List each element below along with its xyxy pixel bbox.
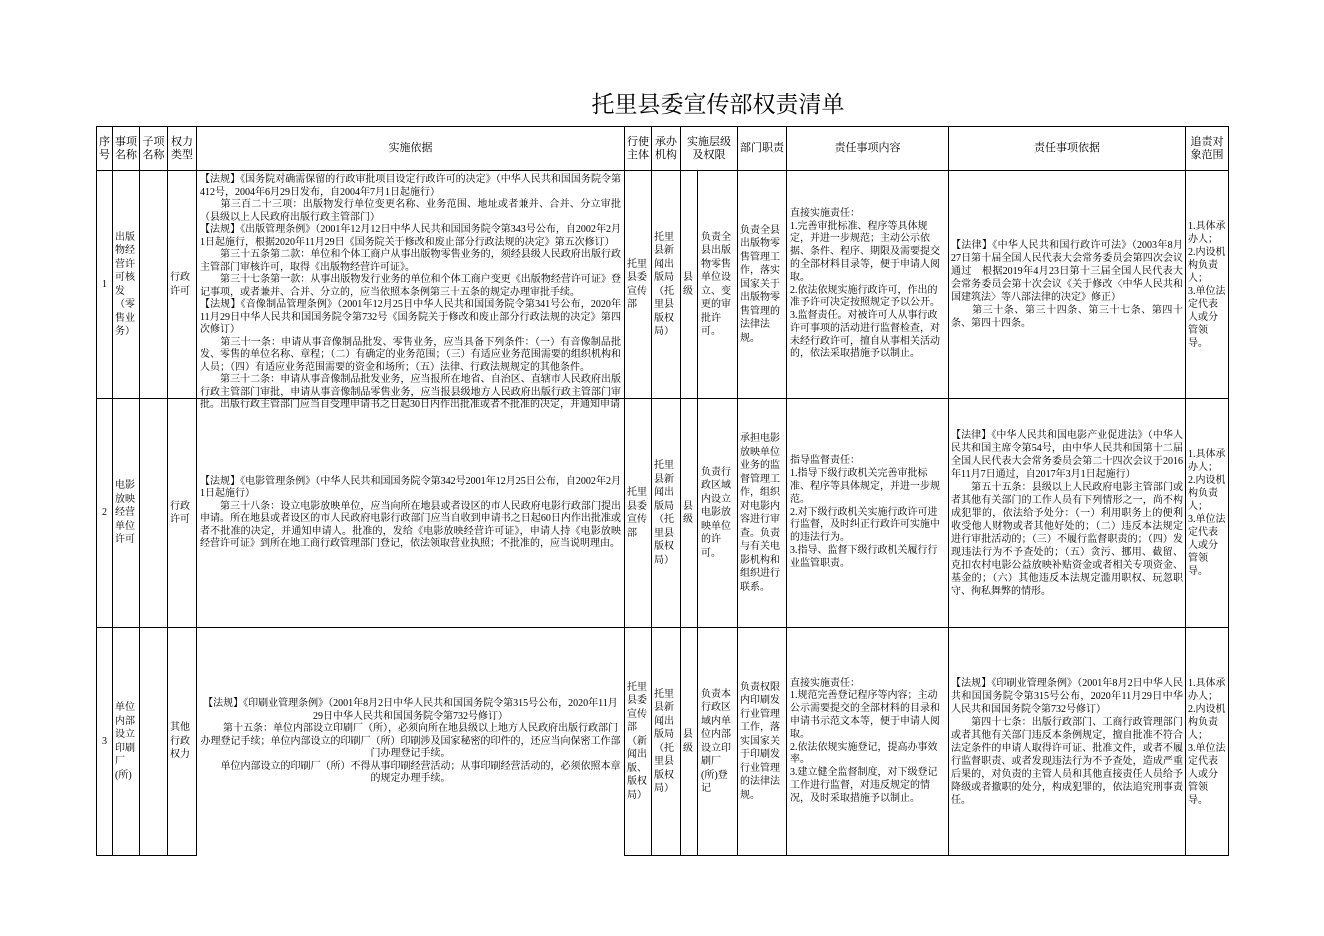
sub-item-name-cell (140, 628, 168, 856)
resp-content-cell: 直接实施责任： 1.完善审批标准、程序等具体规定，并进一步规范；主动公示依据、条件、程序、期限及需要提交的全部材料目录等，便于申请人阅取。 2.依法依规实施行政许可，作出的准予许可决定按照规定予以公开。 3.监督责任。对被许可人从事行政许可事项的活动进行监督检查，对未经行政许可，擅自从事相关活动的，依法采取措施予以制止。 (787, 171, 949, 399)
header-item-name: 事项名称 (113, 127, 140, 171)
resp-content-cell: 指导监督责任： 1.指导下级行政机关完善审批标准、程序等具体规定，并进一步规范。 2.对下级行政机关实施行政许可进行监督，及时纠正行政许可实施中的违法行为。 3.指导、监督下级行政机关履行行业监管职责。 (787, 399, 949, 628)
level-cell: 县级 (681, 399, 698, 628)
resp-basis-cell: 【法律】《中华人民共和国电影产业促进法》（中华人民共和国主席令第54号，由中华人民共和国第十二届全国人民代表大会常务委员会第二十四次会议于2016年11月7日通过，自2017年3月1日起施行） 第五十五条：县级以上人民政府电影主管部门或者其他有关部门的工作人员有下列情形之一，尚不构成犯罪的，依法给予处分：（一）利用职务上的便利收受他人财物或者其他好处的；（二）违反本法规定进行审批活动的；（三）不履行监督职责的；（四）发现违法行为不予查处的；（五）贪污、挪用、截留、克扣农村电影公益放映补贴资金或者相关专项资金、基金的；（六）其他违反本法规定滥用职权、玩忽职守、徇私舞弊的情形。 (949, 399, 1186, 628)
item-name-cell: 出版物经营许可核发（零售业务） (113, 171, 140, 399)
seq-cell: 1 (97, 171, 113, 399)
header-seq: 序号 (97, 127, 113, 171)
subject-cell: 托里县委宣传部 (625, 171, 652, 399)
power-type-cell: 行政许可 (168, 171, 197, 399)
level-cell: 县级 (681, 628, 698, 856)
basis-cell: 【法规】《电影管理条例》（中华人民共和国国务院令第342号2001年12月25日公布，自2002年2月1日起施行） 第三十八条：设立电影放映单位，应当向所在地县或者设区的市人民政府电影行政部门提出申请。所在地县或者设区的市人民政府电影行政部门应当自收到申请书之日起60日内作出批准或者不批准的决定，并通知申请人。批准的，发给《电影放映经营许可证》，申请人持《电影放映经营许可证》到所在地工商行政管理部门登记，依法领取营业执照；不批准的，应当说明理由。 (197, 399, 625, 628)
header-level-authority: 实施层级及权限 (681, 127, 738, 171)
authority-cell: 负责本行政区域内单位内部设立印刷厂(所)登记 (698, 628, 738, 856)
power-type-cell: 其他行政权力 (168, 628, 197, 856)
header-organizer: 承办机构 (652, 127, 681, 171)
seq-cell: 2 (97, 399, 113, 628)
accountability-cell: 1.具体承办人； 2.内设机构负责人； 3.单位法定代表人或分管领导。 (1186, 171, 1229, 399)
header-resp-basis: 责任事项依据 (949, 127, 1186, 171)
authority-cell: 负责行政区域内设立电影放映单位的许可。 (698, 399, 738, 628)
table-row (97, 399, 1229, 628)
resp-basis-cell: 【法律】《中华人民共和国行政许可法》（2003年8月27日第十届全国人民代表大会常务委员会第四次会议通过 根据2019年4月23日第十三届全国人民代表大会常务委员会第十次会议《关于修改〈中华人民共和国建筑法〉等八部法律的决定》修正） 第三十条、第三十四条、第三十七条、第四十条、第四十四条。 (949, 171, 1186, 399)
header-sub-item-name: 子项名称 (140, 127, 168, 171)
organizer-cell: 托里县新闻出版局（托里县版权局） (652, 399, 681, 628)
basis-cell: 【法规】《国务院对确需保留的行政审批项目设定行政许可的决定》（中华人民共和国国务院令第412号，2004年6月29日发布，自2004年7月1日起施行） 第三百二十三项：出版物发行单位变更名称、业务范围、地址或者兼并、合并、分立审批（县级以上人民政府出版行政主管部门） 【法规】《出版管理条例》（2001年12月12日中华人民共和国国务院令第343号公布，自2002年2月1日起施行，根据2020年11月29日《国务院关于修改和废止部分行政法规的决定》第五次修订） 第三十五条第二款：单位和个体工商户从事出版物零售业务的，须经县级人民政府出版行政主管部门审核许可，取得《出版物经营许可证》。 第三十七条第一款：从事出版物发行业务的单位和个体工商户变更《出版物经营许可证》登记事项，或者兼并、合并、分立的，应当依照本条例第三十五条的规定办理审批手续。 【法规】《音像制品管理条例》（2001年12月25日中华人民共和国国务院令第341号公布，2020年11月29日中华人民共和国国务院令第732号《国务院关于修改和废止部分行政法规的决定》第四次修订） 第三十一条：申请从事音像制品批发、零售业务，应当具备下列条件：（一）有音像制品批发、零售的单位名称、章程；（二）有确定的业务范围；（三）有适应业务范围需要的组织机构和人员；（四）有适应业务范围需要的资金和场所；（五）法律、行政法规规定的其他条件。 第三十二条：申请从事音像制品批发业务，应当报所在地省、自治区、直辖市人民政府出版行政主管部门审批，申请从事音像制品零售业务，应当报县级地方人民政府出版行政主管部门审批。出版行政主管部门应当自受理申请书之日起30日内作出批准或者不批准的决定，并通知申请 (197, 171, 625, 399)
item-name-cell: 单位内部设立印刷厂(所) (113, 628, 140, 856)
power-type-cell: 行政许可 (168, 399, 197, 628)
sub-item-name-cell (140, 399, 168, 628)
authority-cell: 负责全县出版物零售单位设立、变更的审批许可。 (698, 171, 738, 399)
table-row (97, 628, 1229, 856)
dept-duty-cell: 负责权限内印刷发行业管理工作，落实国家关于印刷发行业管理的法律法规。 (738, 628, 787, 856)
responsibility-list-table (96, 126, 1229, 856)
seq-cell: 3 (97, 628, 113, 856)
accountability-cell: 1.具体承办人； 2.内设机构负责人； 3.单位法定代表人或分管领导。 (1186, 628, 1229, 856)
basis-cell: 【法规】《印刷业管理条例》（2001年8月2日中华人民共和国国务院令第315号公布，2020年11月29日中华人民共和国国务院令第732号修订） 第十五条：单位内部设立印刷厂（所），必须向所在地县级以上地方人民政府出版行政部门办理登记手续；单位内部设立的印刷厂（所）印刷涉及国家秘密的印件的，还应当向保密工作部门办理登记手续。 单位内部设立的印刷厂（所）不得从事印刷经营活动；从事印刷经营活动的，必须依照本章的规定办理手续。 (197, 628, 625, 856)
header-power-type: 权力类型 (168, 127, 197, 171)
accountability-cell: 1.具体承办人； 2.内设机构负责人； 3.单位法定代表人或分管领导。 (1186, 399, 1229, 628)
page-title: 托里县委宣传部权责清单 (591, 92, 845, 117)
header-accountability: 追责对象范围 (1186, 127, 1229, 171)
organizer-cell: 托里县新闻出版局（托里县版权局） (652, 628, 681, 856)
header-resp-content: 责任事项内容 (787, 127, 949, 171)
subject-cell: 托里县委宣传部 (625, 399, 652, 628)
header-basis: 实施依据 (197, 127, 625, 171)
subject-cell: 托里县委宣传部（新闻出版、版权局） (625, 628, 652, 856)
resp-content-cell: 直接实施责任： 1.规范完善登记程序等内容；主动公示需要提交的全部材料的目录和申请书示范文本等，便于申请人阅取。 2.依法依规实施登记，提高办事效率。 3.建立健全监督制度，对下级登记工作进行监督，对违反规定的情况，及时采取措施予以制止。 (787, 628, 949, 856)
item-name-cell: 电影放映经营单位许可 (113, 399, 140, 628)
dept-duty-cell: 承担电影放映单位业务的监督管理工作，组织对电影内容进行审查。负责与有关电影机构和组织进行联系。 (738, 399, 787, 628)
header-row (97, 127, 1229, 171)
resp-basis-cell: 【法规】《印刷业管理条例》（2001年8月2日中华人民共和国国务院令第315号公布，2020年11月29日中华人民共和国国务院令第732号修订） 第四十七条：出版行政部门、工商行政管理部门或者其他有关部门违反本条例规定，擅自批准不符合法定条件的申请人取得许可证、批准文件，或者不履行监督职责、或者发现违法行为不予查处，造成严重后果的，对负责的主管人员和其他直接责任人员给予降级或者撤职的处分，构成犯罪的，依法追究刑事责任。 (949, 628, 1186, 856)
table-row (97, 171, 1229, 399)
header-dept-duty: 部门职责 (738, 127, 787, 171)
header-subject: 行使主体 (625, 127, 652, 171)
dept-duty-cell: 负责全县出版物零售管理工作，落实国家关于出版物零售管理的法律法规。 (738, 171, 787, 399)
level-cell: 县级 (681, 171, 698, 399)
sub-item-name-cell (140, 171, 168, 399)
organizer-cell: 托里县新闻出版局（托里县版权局） (652, 171, 681, 399)
